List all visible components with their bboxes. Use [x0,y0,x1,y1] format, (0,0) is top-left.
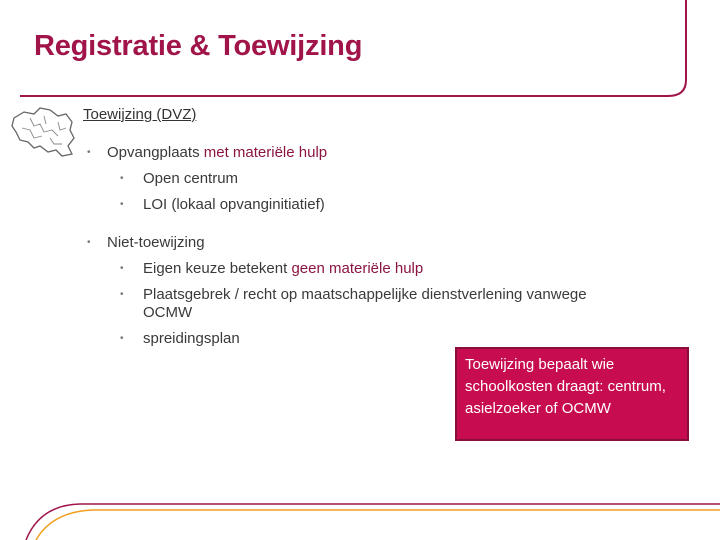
slide-title: Registratie & Toewijzing [34,30,363,62]
bullet-group-opvangplaats [86,140,327,218]
bullet-item [86,230,587,256]
bullet-dot: • [120,263,124,274]
bullet-emphasis: met materiële hulp [203,144,328,161]
bullet-text: Opvangplaats [107,144,204,161]
sub-bullet-item [86,192,327,218]
sub-bullet-text: Eigen keuze betekent [143,260,292,277]
bullet-dot: • [87,147,91,158]
bullet-dot: • [87,237,91,248]
bullet-dot: • [120,173,124,184]
sub-bullet-text: Open centrum [143,170,239,187]
sub-bullet-text: Plaatsgebrek / recht op maatschappelijke dienstverlening vanwege [143,286,587,303]
subheading: Toewijzing (DVZ) [83,106,197,123]
bullet-group-niet-toewijzing [86,230,587,352]
sub-bullet-item [86,256,587,282]
sub-bullet-text: spreidingsplan [143,330,240,347]
bullet-item [86,140,327,166]
belgium-map-icon [10,104,78,160]
bullet-dot: • [120,199,124,210]
sub-bullet-continuation: OCMW [143,304,193,321]
bullet-dot: • [120,333,124,344]
sub-bullet-item [86,166,327,192]
bullet-text: Niet-toewijzing [107,234,205,251]
sub-bullet-emphasis: geen materiële hulp [291,260,424,277]
sub-bullet-text: LOI (lokaal opvanginitiatief) [143,196,325,213]
callout-text: Toewijzing bepaalt wie schoolkosten draagt: centrum, asielzoeker of OCMW [465,356,666,417]
callout-box [455,347,689,441]
bullet-dot: • [120,289,124,300]
